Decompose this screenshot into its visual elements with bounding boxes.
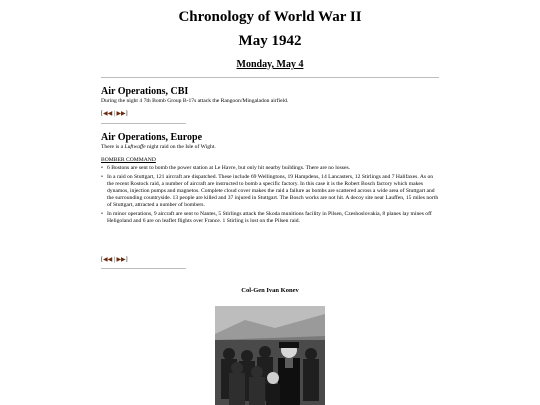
nav-bracket-open: [ [101,111,103,117]
nav-separator: | [113,257,115,263]
list-item: • 6 Bostons are sent to bomb the power station at Le Havre, but only hit nearby buildings. There are no losses. [101,165,439,172]
prev-section-icon[interactable]: ◀◀ [103,257,113,263]
section-nav [101,111,128,118]
nav-bracket-open: [ [101,257,103,263]
month-heading: May 1942 [238,33,302,49]
nav-bracket-close: ] [125,111,128,117]
luftwaffe-italic: Luftwaffe [124,144,146,150]
bomber-command-list [101,165,439,227]
section-title-cbi: Air Operations, CBI [101,86,189,97]
section-divider [101,268,186,269]
page-title: Chronology of World War II [178,9,362,25]
day-heading: Monday, May 4 [236,59,304,70]
photo-caption: Col-Gen Ivan Konev [241,287,299,294]
text-segment: There is a [101,144,125,150]
next-section-icon[interactable]: ▶▶ [116,257,126,263]
divider [101,77,439,78]
bomber-command-heading: BOMBER COMMAND [101,157,156,163]
prev-section-icon[interactable]: ◀◀ [103,111,113,117]
section-title-europe: Air Operations, Europe [101,132,203,143]
nav-bracket-close: ] [125,257,128,263]
nav-separator: | [113,111,115,117]
list-item: • In minor operations, 9 aircraft are sent to Nantes, 5 Stirlings attack the Skoda munitions facility in Pilsen, Czeshoslovakia, 8 planes lay mines off Heligoland and 6 are on leaflet flights over France. 1 Stirling is lost on the Pilsen raid. [101,211,439,225]
section-nav [101,257,128,264]
list-item: • In a raid on Stuttgart, 121 aircraft are dispatched. These include 69 Wellingtons, 19 Hampdens, 14 Lancasters, 12 Stirlings and 7 Halifaxes. As on the recent Rostock raid, a number of aircraft are instructed to bomb a specific factory. In this case it is the Robert Bosch factory which makes dynamos, injection pumps and magnetos. Complete cloud cover makes the raid a failure as bombs are scattered across a wide area of Stuttgart and the surrounding countryside. 13 people are killed and 37 injured in Stuttgart. The Bosch works are not hit. A decoy site near Lauffen, 15 miles north of Stuttgart, attracted a number of bombers. [101,174,439,209]
section-text-cbi: During the night 4 7th Bomb Group B-17s attack the Rangoon/Mingaladon airfield. [101,98,289,104]
text-segment: night raid on the Isle of Wight. [145,144,216,150]
section-text-europe [101,144,439,151]
next-section-icon[interactable]: ▶▶ [116,111,126,117]
soldiers-photo [215,306,325,405]
section-divider [101,123,186,124]
